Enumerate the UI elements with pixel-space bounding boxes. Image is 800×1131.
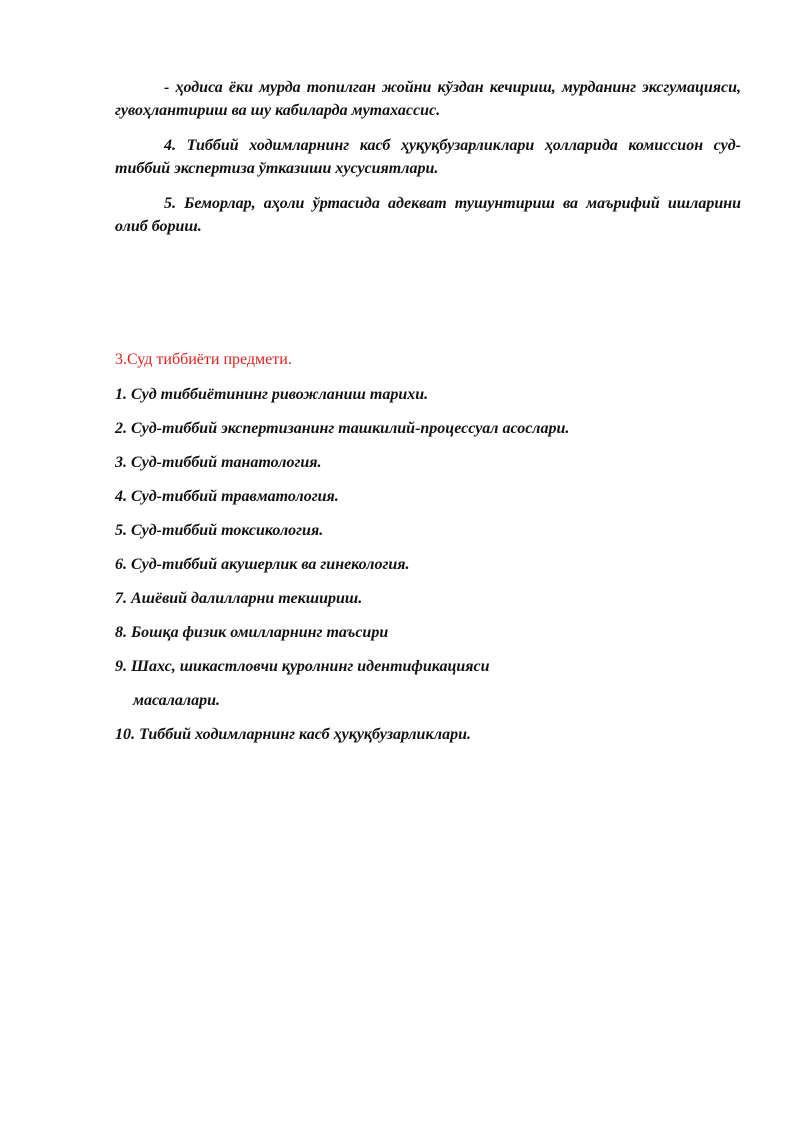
list-item: 2. Суд-тиббий экспертизанинг ташкилий-процессуал асослари.	[115, 420, 570, 437]
list-item: 3. Суд-тиббий танатология.	[115, 454, 322, 471]
list-item: 7. Ашёвий далилларни текшириш.	[115, 590, 363, 607]
list-item: 4. Суд-тиббий травматология.	[115, 488, 339, 505]
section-heading: 3.Суд тиббиёти предмети.	[115, 351, 292, 368]
paragraph-text: 4. Тиббий ходимларнинг касб ҳуқуқбузарликлари ҳолларида комиссион суд-тиббий экспертиза ўтказиши хусусиятлари.	[115, 137, 741, 177]
list-item: 5. Суд-тиббий токсикология.	[115, 522, 324, 539]
paragraph-commission-expertise	[115, 134, 741, 180]
paragraph-patient-education	[115, 192, 741, 238]
paragraph-text: 5. Беморлар, аҳоли ўртасида адекват тушунтириш ва маърифий ишларини олиб бориш.	[115, 195, 741, 235]
list-item: 6. Суд-тиббий акушерлик ва гинекология.	[115, 556, 410, 573]
list-item: 10. Тиббий ходимларнинг касб ҳуқуқбузарликлари.	[115, 726, 471, 743]
list-item: 1. Суд тиббиётининг ривожланиш тарихи.	[115, 386, 429, 403]
paragraph-expert-tasks	[115, 76, 741, 122]
list-item-continuation: масалалари.	[133, 692, 220, 709]
paragraph-text: - ҳодиса ёки мурда топилган жойни кўздан кечириш, мурданинг эксгумацияси, гувоҳлантириш ва шу кабиларда мутахассис.	[115, 79, 741, 119]
list-item: 9. Шахс, шикастловчи қуролнинг идентификацияси	[115, 658, 490, 675]
list-item: 8. Бошқа физик омилларнинг таъсири	[115, 624, 389, 641]
